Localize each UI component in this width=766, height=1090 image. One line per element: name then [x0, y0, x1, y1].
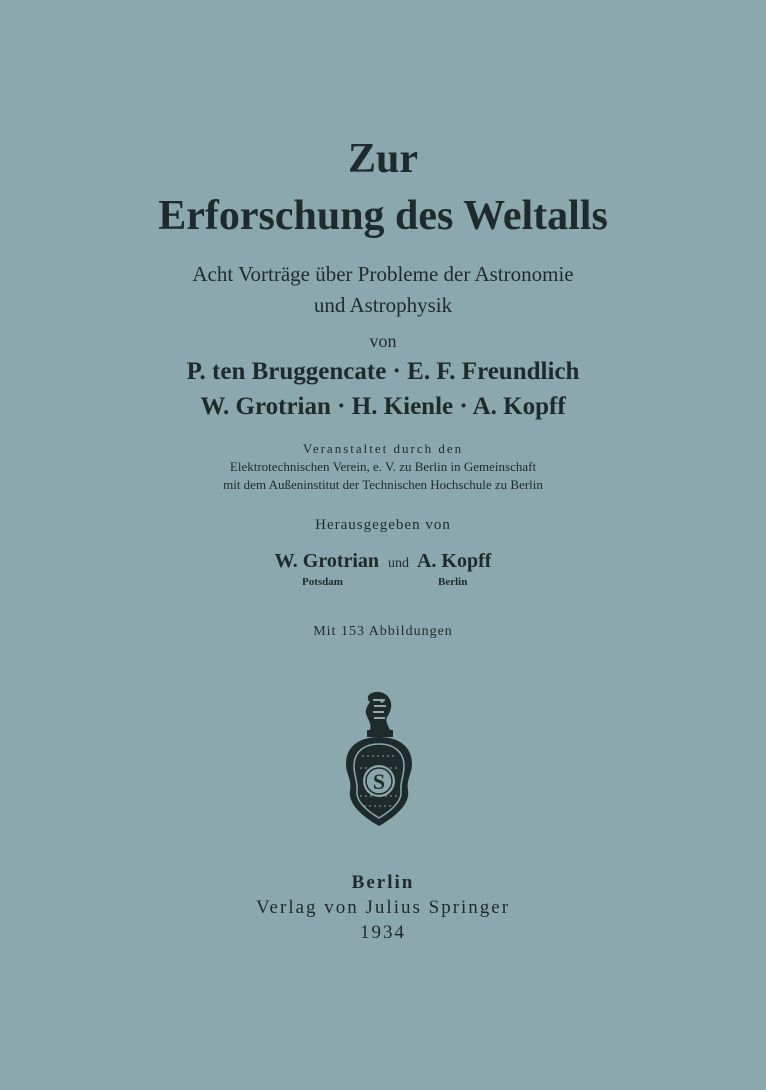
publisher-city: Berlin [351, 872, 415, 893]
editor-2-location: Berlin [438, 576, 468, 588]
illustrations-note: Mit 153 Abbildungen [313, 624, 453, 639]
by-label: von [369, 331, 397, 351]
subtitle-line-2: und Astrophysik [313, 293, 453, 317]
editor-1: W. Grotrian [274, 550, 380, 572]
organizer-line-2: Elektrotechnischen Verein, e. V. zu Berlin in Gemeinschaft [229, 459, 537, 474]
springer-knight-emblem-icon [340, 690, 418, 830]
editor-1-location: Potsdam [302, 576, 343, 588]
authors-line-2: W. Grotrian · H. Kienle · A. Kopff [200, 393, 566, 420]
authors-line-1: P. ten Bruggencate · E. F. Freundlich [186, 358, 580, 385]
publisher-name: Verlag von Julius Springer [255, 897, 511, 918]
publication-year: 1934 [360, 922, 406, 943]
editors-conjunction: und [388, 556, 410, 571]
organizer-line-3: mit dem Außeninstitut der Technischen Hochschule zu Berlin [223, 477, 543, 492]
organizer-line-1: Veranstaltet durch den [302, 441, 464, 456]
title-line-2: Erforschung des Weltalls [158, 193, 608, 239]
editor-2: A. Kopff [416, 550, 492, 572]
subtitle-line-1: Acht Vorträge über Probleme der Astronomie [192, 262, 574, 286]
edited-by-label: Herausgegeben von [315, 517, 451, 533]
title-line-1: Zur [347, 136, 418, 182]
editors-line [0, 550, 766, 573]
logo-letter: S [372, 769, 386, 794]
